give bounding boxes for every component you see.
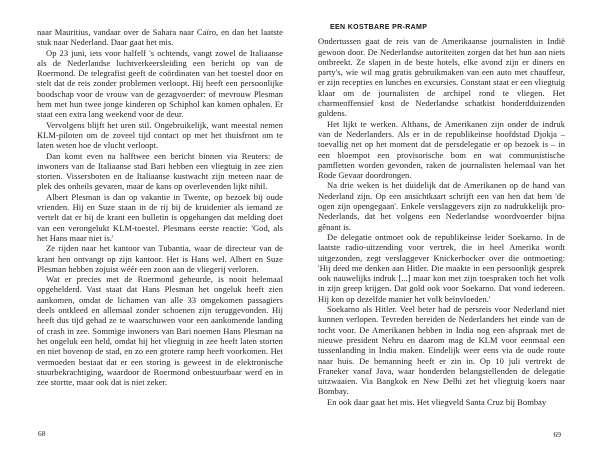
left-page (37, 27, 283, 387)
paragraph: Het lijkt te werken. Althans, de Amerikanen zijn onder de indruk van de Nederlanders. Als er in de republikeinse hoofdstad Djokja – toevallig net op het moment dat de persdelegatie er op bezoek is – in een bloempot een provisorische bom en wat communistische pamfletten worden gevonden, raken de journalisten helemaal van het Rode Gevaar doordrongen. (318, 118, 565, 181)
paragraph: naar Mauritius, vandaar over de Sahara naar Caïro, en dan het laatste stuk naar Nederland. Daar gaat het mis. (37, 27, 283, 48)
paragraph: Na drie weken is het duidelijk dat de Amerikanen op de hand van Nederland zijn. Op een ansichtkaart schrijft een van hen dat hem 'de ogen zijn opengegaan'. Enkele verslaggevers zijn zo nadrukkelijk pro-Nederlands, dat het volgens een Nederlandse woordvoerder bijna gênant is. (318, 180, 565, 232)
paragraph: De delegatie ontmoet ook de republikeinse leider Soekarno. In de laatste radio-uitzending voor vertrek, die in heel Amerika wordt uitgezonden, zegt verslaggever Knickerbocker over die ontmoeting: 'Hij deed me denken aan Hitler. Die maakte in een persoonlijk gesprek ook nauwelijks indruk [...] maar kon met zijn toespraken toch het volk in zijn greep krijgen. Dat gold ook voor Soekarno. Dat vond iedereen. Hij kon op dezelfde manier het volk beïnvloeden.' (318, 231, 565, 304)
section-heading: EEN KOSTBARE PR-RAMP (330, 24, 428, 31)
page-number-left: 68 (38, 429, 46, 438)
paragraph: Dan komt even na halftwee een bericht binnen via Reuters: de inwoners van de Italiaanse stad Bari hebben een vliegtuig in zee zien storten. Vissersboten en de Italiaanse kustwacht zijn meteen naar de plek des onheils gevaren, maar de kans op overlevenden lijkt nihil. (37, 150, 283, 192)
paragraph: Wat er precies met de Roermond gebeurde, is nooit helemaal opgehelderd. Vast staat dat Hans Plesman het ongeluk heeft zien aankomen, omdat de lichamen van alle 33 omgekomen passagiers deels ontkleed en allemaal zonder schoenen zijn teruggevonden. Hij heeft dus tijd gehad ze te waarschuwen voor een aankomende landing of crash in zee. Sommige inwoners van Bari noemen Hans Plesman na het ongeluk een held, omdat hij het vliegtuig in zee heeft laten storten en niet bovenop de stad, en zo een grotere ramp heeft voorkomen. Het vermoeden bestaat dat er een storing is geweest in de elektronische stuurbekrachtiging, waardoor de Roermond onbestuurbaar werd en in zee stortte, maar ook dat is niet zeker. (37, 274, 283, 388)
paragraph: Ondertussen gaat de reis van de Amerikaanse journalisten in Indië gewoon door. De Nederlandse autoriteiten zorgen dat het hun aan niets ontbreekt. Ze slapen in de beste hotels, elke avond zijn er diners en party's, wie wil mag gratis gebruikmaken van een auto met chauffeur, er zijn recepties en lunches en excursies. Constant staat er een vliegtuig klaar om de journalisten de archipel rond te vliegen. Het charmeoffensief kost de Nederlandse schatkist honderdduizenden guldens. (318, 36, 565, 119)
paragraph: Vervolgens blijft het uren stil. Ongebruikelijk, want meestal nemen KLM-piloten om de zoveel tijd contact op met het thuisfront om te laten weten hoe de vlucht verloopt. (37, 119, 283, 151)
paragraph: Soekarno als Hitler. Veel beter had de persreis voor Nederland niet kunnen verlopen. Tevreden bereiden de Nederlanders het einde van de tocht voor. De Amerikanen hebben in India nog een afspraak met de nieuwe president Nehru en daarom mag de KLM voor eenmaal een tussenlanding in India maken. Eindelijk weer eens via de oude route naar huis. De bemanning heeft er zin in. Op 10 juli vertrekt de Franeker vanaf Java, waar honderden belangstellenden de delegatie uitzwaaien. Via Bangkok en New Delhi zet het vliegtuig koers naar Bombay. (318, 304, 565, 397)
page-number-right: 69 (553, 430, 561, 439)
paragraph: En ook daar gaat het mis. Het vliegveld Santa Cruz bij Bombay (327, 396, 547, 407)
paragraph: Op 23 juni, iets voor halfelf 's ochtends, vangt zowel de Italiaanse als de Nederlandse luchtverkeersleiding een bericht op van de Roermond. De telegrafist geeft de coördinaten van het toestel door en stelt dat de reis zonder problemen verloopt. Hij heeft een persoonlijke boodschap voor de vrouw van de gezagvoerder: of mevrouw Plesman hem met hun twee jonge kinderen op Schiphol kan komen ophalen. Er staat een extra lang weekend voor de deur. (37, 47, 283, 120)
paragraph: Ze rijden naar het kantoor van Tubantia, waar de directeur van de krant hen ontvangt op zijn kantoor. Het is Hans wel. Albert en Suze Plesman hebben zojuist wéér een zoon aan de vliegerij verloren. (37, 243, 283, 274)
right-page (318, 23, 565, 407)
paragraph: Albert Plesman is dan op vakantie in Twente, op bezoek bij oude vrienden. Hij en Suze staan in de rij bij de kruidenier als iemand ze vertelt dat er bij de krant een bulletin is opgehangen dat melding doet van een verongelukt KLM-toestel. Plesmans eerste reactie: 'God, als het Hans maar niet is.' (37, 191, 283, 243)
